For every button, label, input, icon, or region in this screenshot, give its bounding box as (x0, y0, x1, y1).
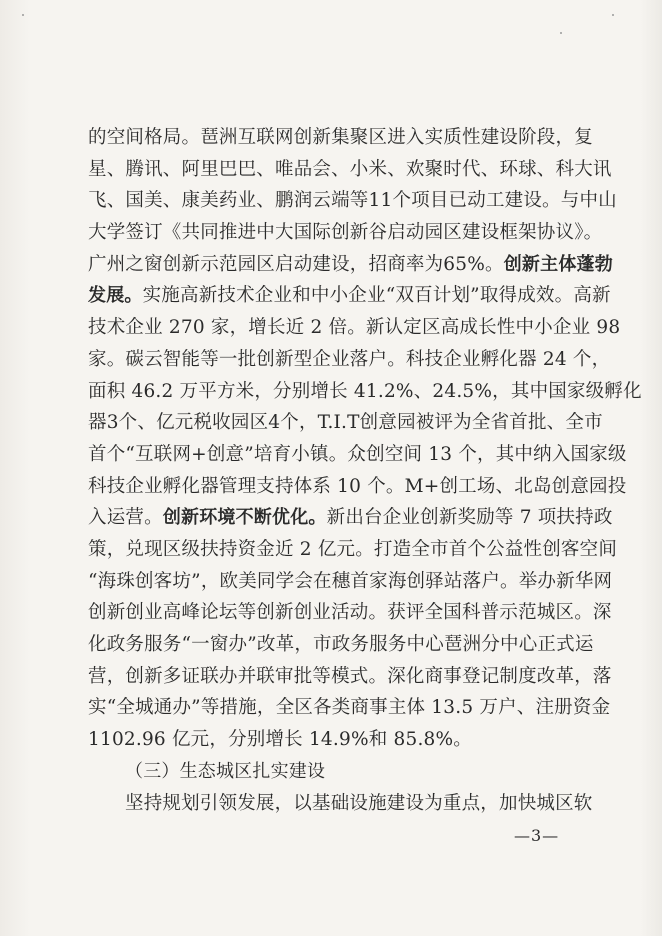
scan-speck (560, 32, 562, 34)
scan-speck (612, 14, 614, 16)
text-run: 新出台企业创新奖励等 7 项扶持政 (326, 507, 613, 529)
paragraph-line (88, 407, 603, 439)
paragraph-line (88, 439, 627, 471)
paragraph-line (88, 376, 642, 408)
text-run: 入运营。 (88, 507, 163, 529)
paragraph-line (88, 566, 613, 598)
bold-phrase: 创新主体蓬勃 (503, 253, 613, 275)
paragraph-line (88, 249, 613, 281)
text-run: 技术企业 270 家，增长近 2 倍。新认定区高成长性中小企业 98 (88, 317, 621, 339)
paragraph-line (88, 154, 612, 186)
paragraph-line (88, 597, 612, 629)
paragraph-line (88, 185, 617, 217)
paragraph-line (88, 629, 594, 661)
paragraph-line (88, 312, 621, 344)
text-run: 大学签订《共同推进中大国际创新谷启动园区建设框架协议》。 (88, 222, 603, 244)
bold-phrase: 发展。 (88, 285, 143, 307)
paragraph-line (88, 661, 612, 693)
paragraph-line (88, 344, 611, 376)
bold-phrase: 创新环境不断优化。 (162, 507, 327, 529)
scan-speck (22, 14, 24, 16)
body-text (88, 122, 642, 756)
text-run: 化政务服务“一窗办”改革，市政务服务中心琶洲分中心正式运 (88, 634, 594, 655)
paragraph-line: 坚持规划引领发展，以基础设施建设为重点，加快城区软 (125, 792, 593, 814)
paragraph-line (88, 692, 611, 724)
text-run: 的空间格局。琶洲互联网创新集聚区进入实质性建设阶段，复 (88, 127, 593, 148)
text-run: 实施高新技术企业和中小企业“双百计划”取得成效。高新 (142, 285, 611, 307)
text-run: “海珠创客坊”，欧美同学会在穗首家海创驿站落户。举办新华网 (88, 570, 613, 592)
text-run: 面积 46.2 万平方米，分别增长 41.2%、24.5%，其中国家级孵化 (88, 380, 642, 402)
text-run: 营，创新多证联办并联审批等模式。深化商事登记制度改革，落 (88, 665, 612, 687)
paragraph-line (88, 471, 627, 503)
paragraph-line (88, 502, 613, 534)
text-run: 器3个、亿元税收园区4个，T.I.T创意园被评为全省首批、全市 (88, 412, 603, 434)
page-number: —3— (514, 826, 560, 845)
section-heading: （三）生态城区扎实建设 (125, 761, 326, 782)
text-run: 飞、国美、康美药业、鹏润云端等11个项目已动工建设。与中山 (88, 190, 617, 212)
paragraph-line (88, 724, 586, 756)
text-run: 首个“互联网+创意”培育小镇。众创空间 13 个，其中纳入国家级 (88, 443, 627, 465)
text-run: 实“全城通办”等措施，全区各类商事主体 13.5 万户、注册资金 (88, 697, 611, 719)
text-run: 广州之窗创新示范园区启动建设，招商率为65%。 (88, 253, 504, 275)
paragraph-line (88, 534, 618, 566)
text-run: 家。碳云智能等一批创新型企业落户。科技企业孵化器 24 个， (88, 348, 611, 370)
text-run: 科技企业孵化器管理支持体系 10 个。M+创工场、北岛创意园投 (88, 475, 627, 497)
text-run: 1102.96 亿元，分别增长 14.9%和 85.8%。 (88, 729, 472, 751)
text-run: 创新创业高峰论坛等创新创业活动。获评全国科普示范城区。深 (88, 602, 612, 624)
paragraph-line (88, 280, 611, 312)
paragraph-line (88, 122, 593, 154)
text-run: 星、腾讯、阿里巴巴、唯品会、小米、欢聚时代、环球、科大讯 (88, 158, 612, 180)
paragraph-line (88, 217, 603, 249)
text-run: 策，兑现区级扶持资金近 2 亿元。打造全市首个公益性创客空间 (88, 538, 618, 560)
section-block (88, 756, 593, 819)
